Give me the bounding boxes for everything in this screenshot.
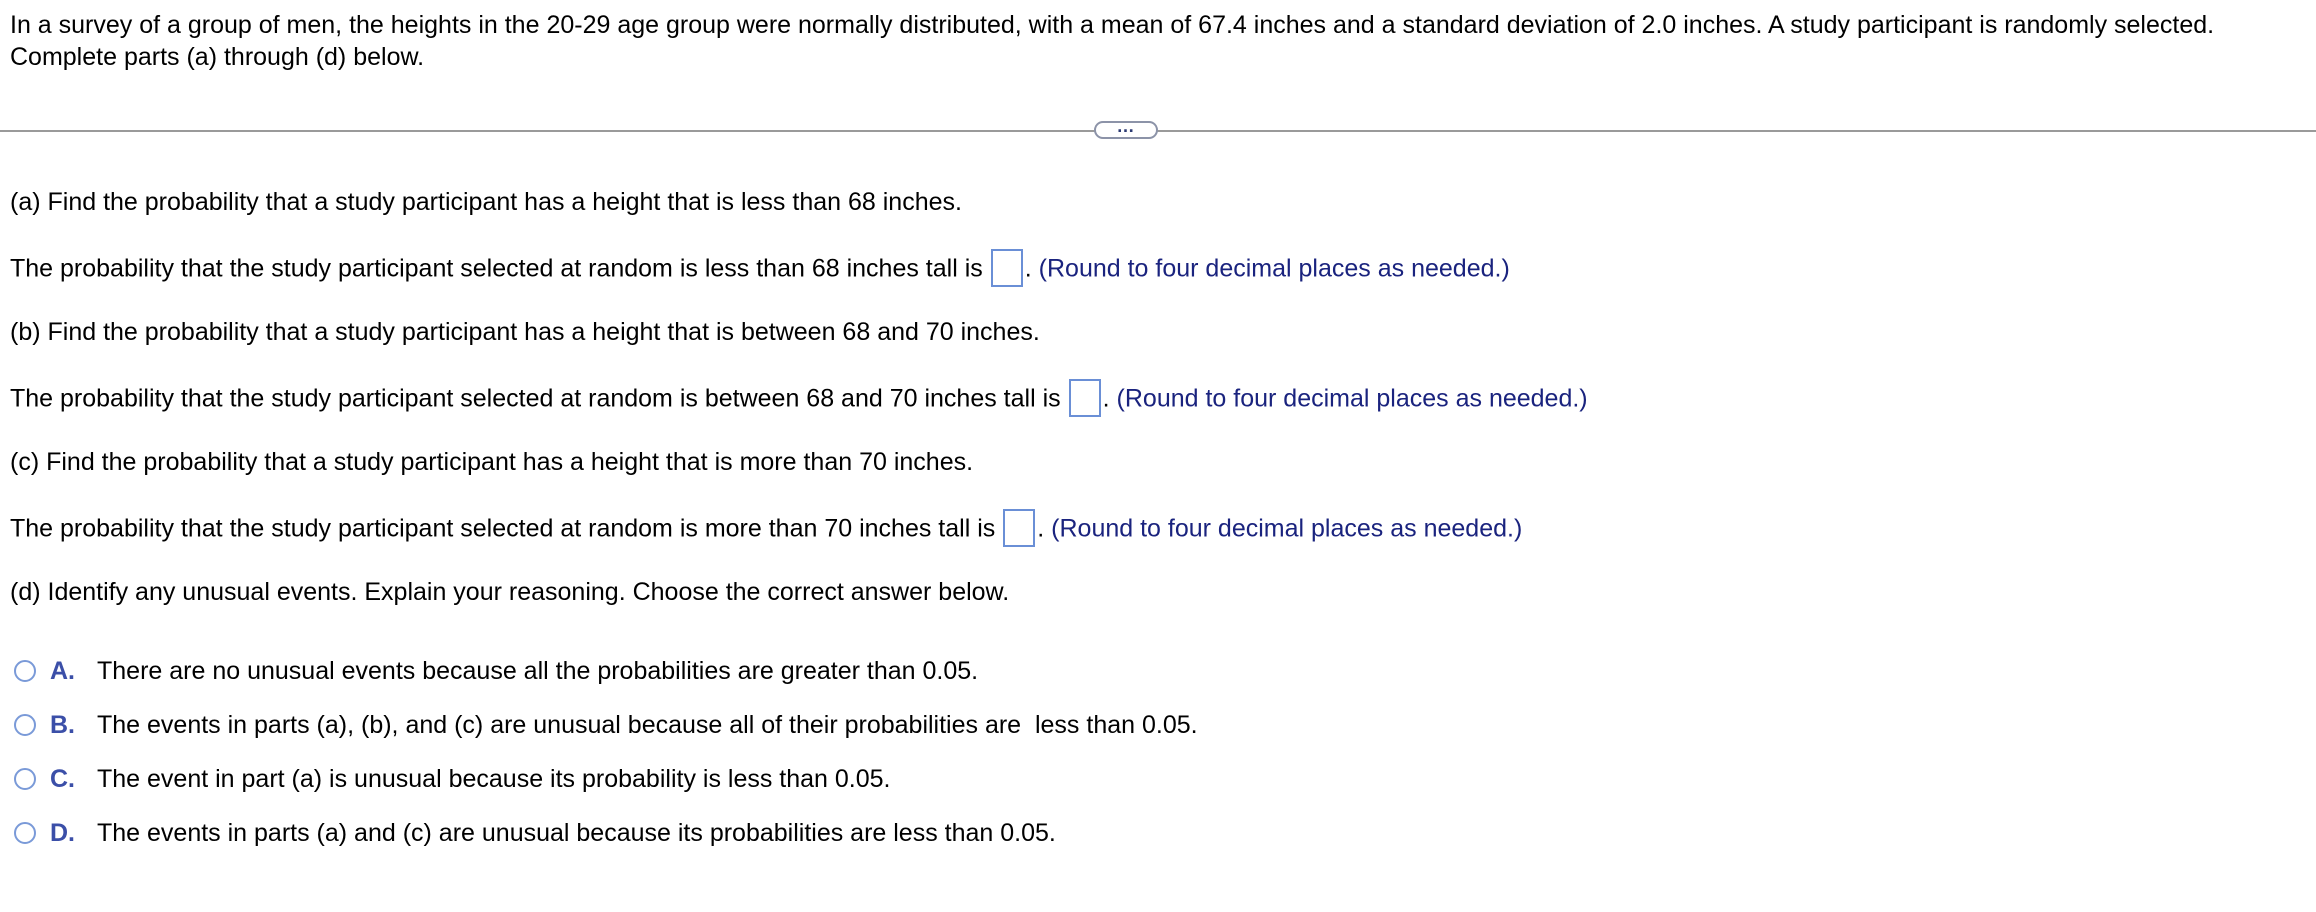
part-b-hint: (Round to four decimal places as needed.) <box>1116 384 1588 413</box>
expand-toggle-button[interactable] <box>1094 116 1158 139</box>
choice-c[interactable] <box>14 763 891 795</box>
radio-button-d[interactable] <box>14 822 36 844</box>
period: . <box>1024 254 1032 283</box>
choice-b-text: The events in parts (a), (b), and (c) are unusual because all of their probabilities are less than 0.05. <box>97 711 1198 739</box>
radio-button-a[interactable] <box>14 660 36 682</box>
part-a-hint: (Round to four decimal places as needed.) <box>1038 254 1510 283</box>
radio-button-b[interactable] <box>14 714 36 736</box>
part-c-answer-line <box>10 511 1522 549</box>
choice-c-text: The event in part (a) is unusual because its probability is less than 0.05. <box>97 765 891 793</box>
part-a-answer-input[interactable] <box>991 249 1023 287</box>
part-b-question: (b) Find the probability that a study participant has a height that is between 68 and 70 inches. <box>10 318 1040 346</box>
problem-statement: In a survey of a group of men, the heights in the 20-29 age group were normally distributed, with a mean of 67.4 inches and a standard deviation of 2.0 inches. A study participant is randomly selected. Complete parts (a) through (d) below. <box>10 11 2215 71</box>
radio-button-c[interactable] <box>14 768 36 790</box>
period: . <box>1037 514 1045 543</box>
part-c-answer-input[interactable] <box>1003 509 1035 547</box>
part-b-answer-line <box>10 381 1588 419</box>
choice-d-letter: D. <box>50 819 75 847</box>
choice-c-letter: C. <box>50 765 75 793</box>
section-divider <box>0 130 2316 132</box>
period: . <box>1102 384 1110 413</box>
choice-a-letter: A. <box>50 657 75 685</box>
part-a-answer-prefix: The probability that the study participant selected at random is less than 68 inches tall is <box>10 254 983 283</box>
part-a-question: (a) Find the probability that a study participant has a height that is less than 68 inches. <box>10 188 962 216</box>
part-b-answer-prefix: The probability that the study participant selected at random is between 68 and 70 inches tall is <box>10 384 1061 413</box>
part-c-answer-prefix: The probability that the study participant selected at random is more than 70 inches tall is <box>10 514 996 543</box>
part-a-answer-line <box>10 251 1510 289</box>
part-d-question: (d) Identify any unusual events. Explain your reasoning. Choose the correct answer below. <box>10 578 1010 606</box>
choice-d-text: The events in parts (a) and (c) are unusual because its probabilities are less than 0.05. <box>97 819 1056 847</box>
choice-b-letter: B. <box>50 711 75 739</box>
part-b-answer-input[interactable] <box>1069 379 1101 417</box>
ellipsis-icon: … <box>1116 116 1136 136</box>
choice-d[interactable] <box>14 817 1056 849</box>
part-c-question: (c) Find the probability that a study participant has a height that is more than 70 inches. <box>10 448 974 476</box>
choice-a-text: There are no unusual events because all the probabilities are greater than 0.05. <box>97 657 979 685</box>
choice-a[interactable] <box>14 655 978 687</box>
part-c-hint: (Round to four decimal places as needed.) <box>1051 514 1523 543</box>
choice-b[interactable] <box>14 709 1198 741</box>
